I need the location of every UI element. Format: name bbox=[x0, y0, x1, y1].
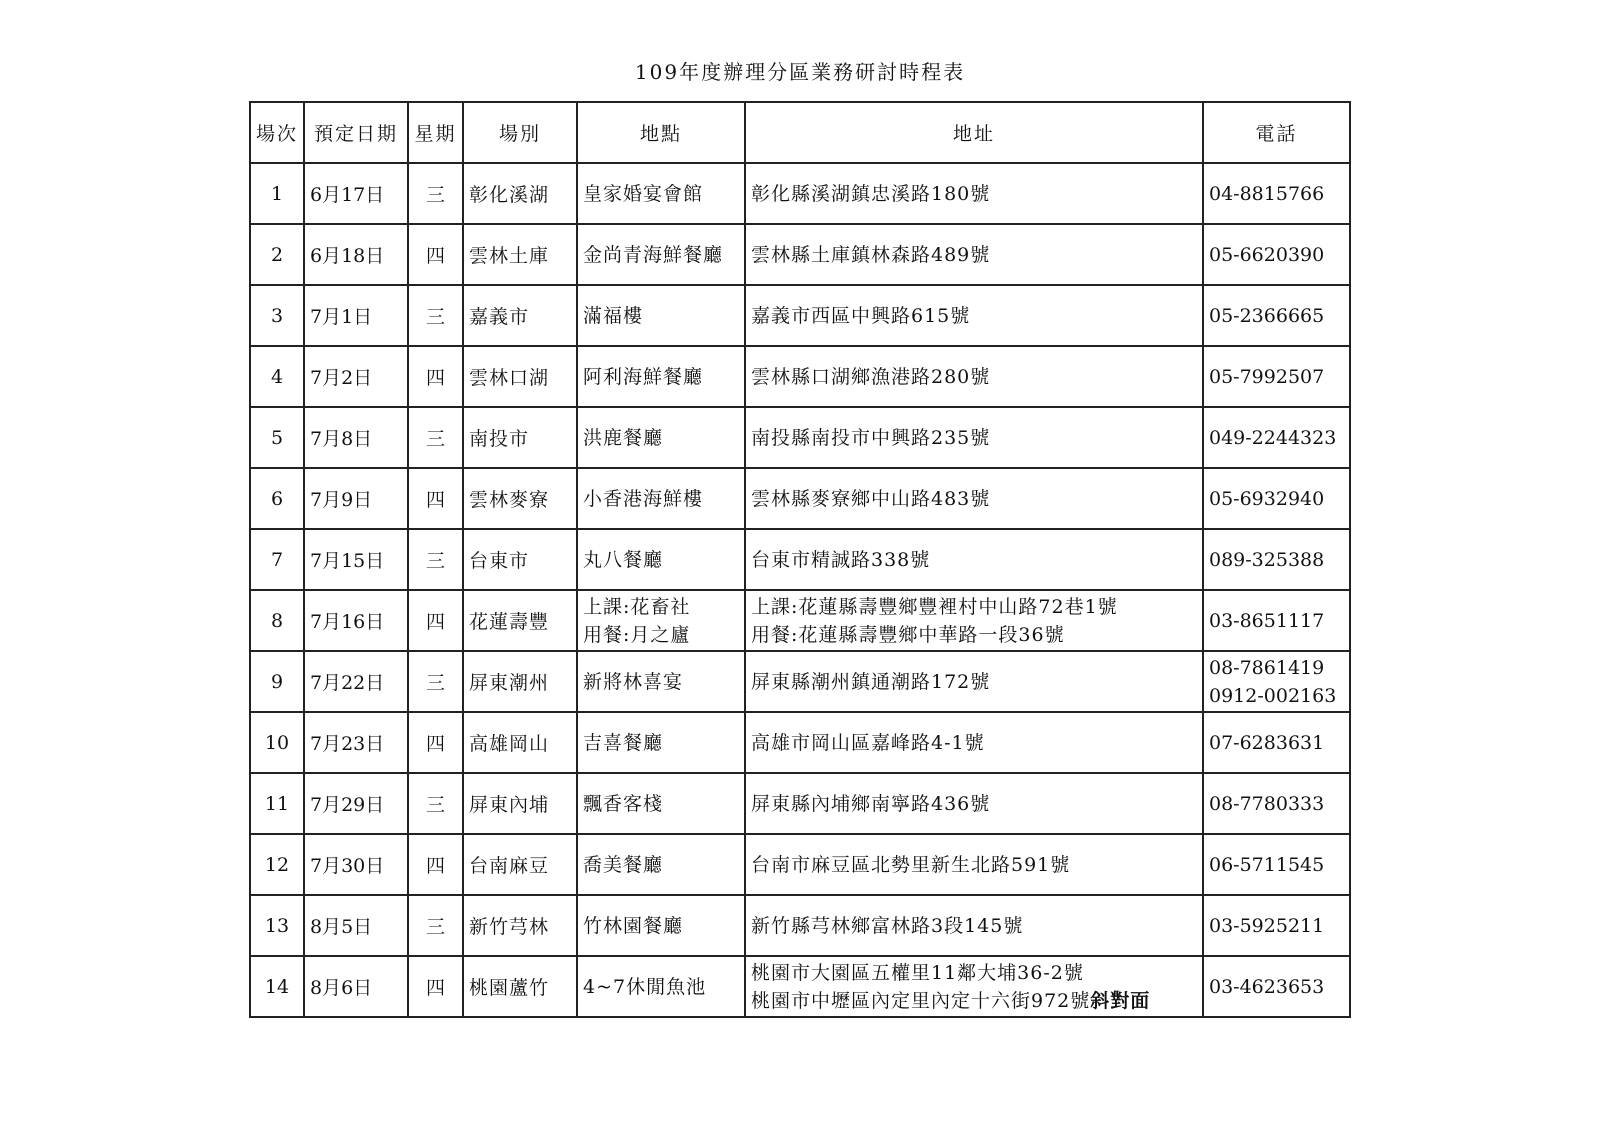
cell-weekday: 三 bbox=[408, 651, 463, 712]
cell-place bbox=[577, 651, 745, 712]
cell-place-text: 用餐:月之廬 bbox=[583, 623, 691, 646]
cell-phone-line bbox=[1209, 729, 1344, 757]
cell-weekday: 三 bbox=[408, 163, 463, 224]
cell-place-line bbox=[583, 485, 739, 513]
cell-no: 6 bbox=[250, 468, 304, 529]
cell-place-line bbox=[583, 363, 739, 391]
cell-address-text: 用餐:花蓮縣壽豐鄉中華路一段36號 bbox=[751, 623, 1065, 646]
cell-date: 7月30日 bbox=[304, 834, 408, 895]
table-row bbox=[250, 895, 1350, 956]
cell-phone-text: 06-5711545 bbox=[1209, 853, 1325, 876]
cell-no: 7 bbox=[250, 529, 304, 590]
cell-date: 7月16日 bbox=[304, 590, 408, 651]
cell-address-line bbox=[751, 729, 1197, 757]
cell-phone-text: 05-6620390 bbox=[1209, 243, 1325, 266]
header-weekday: 星期 bbox=[408, 102, 463, 163]
header-no: 場次 bbox=[250, 102, 304, 163]
cell-place bbox=[577, 590, 745, 651]
cell-address bbox=[745, 407, 1203, 468]
cell-place bbox=[577, 468, 745, 529]
cell-address bbox=[745, 468, 1203, 529]
cell-no: 11 bbox=[250, 773, 304, 834]
cell-phone-text: 07-6283631 bbox=[1209, 731, 1325, 754]
header-date: 預定日期 bbox=[304, 102, 408, 163]
cell-phone bbox=[1203, 590, 1350, 651]
table-header-row bbox=[250, 102, 1350, 163]
cell-phone bbox=[1203, 468, 1350, 529]
cell-place-line bbox=[583, 912, 739, 940]
cell-address-text: 雲林縣麥寮鄉中山路483號 bbox=[751, 487, 991, 510]
cell-address-line bbox=[751, 621, 1197, 649]
cell-address-text: 台東市精誠路338號 bbox=[751, 548, 931, 571]
cell-place-text: 小香港海鮮樓 bbox=[583, 487, 704, 510]
cell-place-line bbox=[583, 593, 739, 621]
table-row bbox=[250, 529, 1350, 590]
cell-weekday: 三 bbox=[408, 529, 463, 590]
cell-place-text: 飄香客棧 bbox=[583, 792, 664, 815]
cell-address-text: 雲林縣口湖鄉漁港路280號 bbox=[751, 365, 991, 388]
cell-venue: 屏東內埔 bbox=[463, 773, 577, 834]
cell-venue: 台南麻豆 bbox=[463, 834, 577, 895]
cell-date: 7月1日 bbox=[304, 285, 408, 346]
cell-no: 5 bbox=[250, 407, 304, 468]
cell-phone-line bbox=[1209, 654, 1344, 682]
cell-place bbox=[577, 529, 745, 590]
cell-phone bbox=[1203, 712, 1350, 773]
cell-phone bbox=[1203, 651, 1350, 712]
cell-date: 7月23日 bbox=[304, 712, 408, 773]
cell-weekday: 四 bbox=[408, 956, 463, 1017]
cell-phone-line bbox=[1209, 851, 1344, 879]
cell-address bbox=[745, 346, 1203, 407]
cell-phone bbox=[1203, 285, 1350, 346]
cell-phone bbox=[1203, 529, 1350, 590]
cell-place-line bbox=[583, 851, 739, 879]
cell-place-line bbox=[583, 668, 739, 696]
table-row bbox=[250, 407, 1350, 468]
cell-weekday: 四 bbox=[408, 590, 463, 651]
cell-no: 12 bbox=[250, 834, 304, 895]
cell-phone-line bbox=[1209, 607, 1344, 635]
cell-weekday: 三 bbox=[408, 407, 463, 468]
table-row bbox=[250, 163, 1350, 224]
cell-place bbox=[577, 956, 745, 1017]
cell-no: 1 bbox=[250, 163, 304, 224]
cell-phone bbox=[1203, 834, 1350, 895]
table-row bbox=[250, 956, 1350, 1017]
cell-place bbox=[577, 224, 745, 285]
cell-phone-text: 05-7992507 bbox=[1209, 365, 1325, 388]
cell-no: 2 bbox=[250, 224, 304, 285]
table-row bbox=[250, 285, 1350, 346]
table-row bbox=[250, 224, 1350, 285]
cell-place-line bbox=[583, 302, 739, 330]
cell-date: 8月5日 bbox=[304, 895, 408, 956]
cell-place bbox=[577, 285, 745, 346]
cell-place-text: 丸八餐廳 bbox=[583, 548, 664, 571]
table-row bbox=[250, 834, 1350, 895]
header-phone: 電話 bbox=[1203, 102, 1350, 163]
cell-phone-text: 03-5925211 bbox=[1209, 914, 1325, 937]
cell-no: 8 bbox=[250, 590, 304, 651]
cell-phone-line bbox=[1209, 912, 1344, 940]
cell-place-line bbox=[583, 180, 739, 208]
cell-no: 4 bbox=[250, 346, 304, 407]
cell-weekday: 三 bbox=[408, 773, 463, 834]
cell-venue: 台東市 bbox=[463, 529, 577, 590]
cell-place-text: 喬美餐廳 bbox=[583, 853, 664, 876]
cell-address-text: 新竹縣芎林鄉富林路3段145號 bbox=[751, 914, 1024, 937]
cell-address-line bbox=[751, 302, 1197, 330]
cell-date: 8月6日 bbox=[304, 956, 408, 1017]
cell-date: 7月2日 bbox=[304, 346, 408, 407]
cell-date: 7月22日 bbox=[304, 651, 408, 712]
cell-no: 14 bbox=[250, 956, 304, 1017]
cell-phone bbox=[1203, 773, 1350, 834]
cell-address bbox=[745, 163, 1203, 224]
cell-phone-text: 05-6932940 bbox=[1209, 487, 1325, 510]
cell-phone-line bbox=[1209, 973, 1344, 1001]
cell-place-line bbox=[583, 546, 739, 574]
cell-phone-line bbox=[1209, 485, 1344, 513]
address-note: 斜對面 bbox=[1090, 989, 1151, 1012]
cell-phone-line bbox=[1209, 363, 1344, 391]
cell-address bbox=[745, 773, 1203, 834]
cell-place-line bbox=[583, 729, 739, 757]
cell-phone-text: 0912-002163 bbox=[1209, 684, 1337, 707]
cell-address-text: 台南市麻豆區北勢里新生北路591號 bbox=[751, 853, 1071, 876]
cell-place bbox=[577, 163, 745, 224]
cell-address bbox=[745, 895, 1203, 956]
cell-address bbox=[745, 224, 1203, 285]
cell-address-line bbox=[751, 546, 1197, 574]
cell-place-line bbox=[583, 973, 739, 1001]
cell-weekday: 四 bbox=[408, 224, 463, 285]
cell-date: 7月8日 bbox=[304, 407, 408, 468]
cell-venue: 雲林口湖 bbox=[463, 346, 577, 407]
cell-place-text: 金尚青海鮮餐廳 bbox=[583, 243, 724, 266]
table-row bbox=[250, 651, 1350, 712]
cell-phone bbox=[1203, 895, 1350, 956]
cell-address bbox=[745, 834, 1203, 895]
cell-place bbox=[577, 773, 745, 834]
cell-address-line bbox=[751, 668, 1197, 696]
cell-address bbox=[745, 529, 1203, 590]
cell-no: 10 bbox=[250, 712, 304, 773]
cell-phone bbox=[1203, 346, 1350, 407]
cell-phone bbox=[1203, 163, 1350, 224]
cell-phone-line bbox=[1209, 180, 1344, 208]
cell-address-line bbox=[751, 851, 1197, 879]
cell-address-line bbox=[751, 363, 1197, 391]
cell-address-line bbox=[751, 959, 1197, 987]
cell-place-text: 洪鹿餐廳 bbox=[583, 426, 664, 449]
cell-phone-text: 03-4623653 bbox=[1209, 975, 1325, 998]
cell-weekday: 四 bbox=[408, 346, 463, 407]
cell-phone-text: 08-7780333 bbox=[1209, 792, 1325, 815]
cell-phone bbox=[1203, 407, 1350, 468]
cell-address bbox=[745, 956, 1203, 1017]
cell-address-text: 桃園市大園區五權里11鄰大埔36-2號 bbox=[751, 961, 1084, 984]
cell-address-line bbox=[751, 790, 1197, 818]
cell-address-line bbox=[751, 912, 1197, 940]
cell-venue: 新竹芎林 bbox=[463, 895, 577, 956]
cell-place bbox=[577, 712, 745, 773]
page-title: 109年度辦理分區業務研討時程表 bbox=[634, 60, 966, 84]
table-body bbox=[250, 163, 1350, 1017]
cell-place bbox=[577, 834, 745, 895]
cell-place-line bbox=[583, 424, 739, 452]
table-row bbox=[250, 590, 1350, 651]
cell-address-text: 雲林縣土庫鎮林森路489號 bbox=[751, 243, 991, 266]
cell-phone-text: 05-2366665 bbox=[1209, 304, 1325, 327]
cell-place-line bbox=[583, 621, 739, 649]
cell-address-text: 南投縣南投市中興路235號 bbox=[751, 426, 991, 449]
cell-address-text: 桃園市中壢區內定里內定十六街972號 bbox=[751, 989, 1091, 1012]
schedule-table bbox=[249, 101, 1351, 1018]
cell-address-line bbox=[751, 987, 1197, 1015]
cell-venue: 桃園蘆竹 bbox=[463, 956, 577, 1017]
cell-date: 7月9日 bbox=[304, 468, 408, 529]
cell-phone-line bbox=[1209, 546, 1344, 574]
cell-address bbox=[745, 590, 1203, 651]
cell-address-text: 高雄市岡山區嘉峰路4-1號 bbox=[751, 731, 985, 754]
cell-place-text: 新將林喜宴 bbox=[583, 670, 684, 693]
cell-date: 6月17日 bbox=[304, 163, 408, 224]
cell-address bbox=[745, 285, 1203, 346]
cell-weekday: 三 bbox=[408, 895, 463, 956]
cell-place bbox=[577, 346, 745, 407]
cell-place-text: 吉喜餐廳 bbox=[583, 731, 664, 754]
cell-place bbox=[577, 895, 745, 956]
cell-phone-text: 03-8651117 bbox=[1209, 609, 1325, 632]
table-row bbox=[250, 468, 1350, 529]
cell-place-text: 滿福樓 bbox=[583, 304, 644, 327]
cell-phone-text: 049-2244323 bbox=[1209, 426, 1337, 449]
cell-date: 7月29日 bbox=[304, 773, 408, 834]
cell-place-text: 阿利海鮮餐廳 bbox=[583, 365, 704, 388]
cell-no: 13 bbox=[250, 895, 304, 956]
cell-address-text: 屏東縣內埔鄉南寧路436號 bbox=[751, 792, 991, 815]
table-row bbox=[250, 773, 1350, 834]
cell-address-text: 嘉義市西區中興路615號 bbox=[751, 304, 971, 327]
cell-place-text: 4~7休閒魚池 bbox=[583, 975, 707, 998]
table-row bbox=[250, 346, 1350, 407]
cell-phone-text: 089-325388 bbox=[1209, 548, 1325, 571]
cell-date: 7月15日 bbox=[304, 529, 408, 590]
cell-phone-text: 08-7861419 bbox=[1209, 656, 1325, 679]
cell-place-line bbox=[583, 790, 739, 818]
cell-address-line bbox=[751, 241, 1197, 269]
cell-phone bbox=[1203, 224, 1350, 285]
cell-phone bbox=[1203, 956, 1350, 1017]
cell-venue: 嘉義市 bbox=[463, 285, 577, 346]
cell-address-line bbox=[751, 593, 1197, 621]
cell-weekday: 四 bbox=[408, 712, 463, 773]
cell-address bbox=[745, 712, 1203, 773]
cell-address-line bbox=[751, 424, 1197, 452]
cell-address-text: 屏東縣潮州鎮通潮路172號 bbox=[751, 670, 991, 693]
cell-address-text: 彰化縣溪湖鎮忠溪路180號 bbox=[751, 182, 991, 205]
header-place: 地點 bbox=[577, 102, 745, 163]
cell-no: 3 bbox=[250, 285, 304, 346]
cell-venue: 雲林麥寮 bbox=[463, 468, 577, 529]
cell-address bbox=[745, 651, 1203, 712]
cell-phone-line bbox=[1209, 682, 1344, 710]
cell-venue: 花蓮壽豐 bbox=[463, 590, 577, 651]
cell-place-line bbox=[583, 241, 739, 269]
cell-weekday: 三 bbox=[408, 285, 463, 346]
cell-address-line bbox=[751, 485, 1197, 513]
cell-weekday: 四 bbox=[408, 468, 463, 529]
cell-venue: 南投市 bbox=[463, 407, 577, 468]
cell-phone-line bbox=[1209, 424, 1344, 452]
cell-no: 9 bbox=[250, 651, 304, 712]
cell-place-text: 竹林園餐廳 bbox=[583, 914, 684, 937]
cell-place bbox=[577, 407, 745, 468]
cell-venue: 雲林土庫 bbox=[463, 224, 577, 285]
cell-venue: 屏東潮州 bbox=[463, 651, 577, 712]
cell-phone-text: 04-8815766 bbox=[1209, 182, 1325, 205]
header-venue: 場別 bbox=[463, 102, 577, 163]
header-address: 地址 bbox=[745, 102, 1203, 163]
cell-phone-line bbox=[1209, 302, 1344, 330]
cell-venue: 高雄岡山 bbox=[463, 712, 577, 773]
cell-address-line bbox=[751, 180, 1197, 208]
cell-address-text: 上課:花蓮縣壽豐鄉豐裡村中山路72巷1號 bbox=[751, 595, 1118, 618]
cell-date: 6月18日 bbox=[304, 224, 408, 285]
cell-place-text: 皇家婚宴會館 bbox=[583, 182, 704, 205]
cell-phone-line bbox=[1209, 241, 1344, 269]
cell-weekday: 四 bbox=[408, 834, 463, 895]
cell-phone-line bbox=[1209, 790, 1344, 818]
cell-place-text: 上課:花畜社 bbox=[583, 595, 691, 618]
table-row bbox=[250, 712, 1350, 773]
cell-venue: 彰化溪湖 bbox=[463, 163, 577, 224]
